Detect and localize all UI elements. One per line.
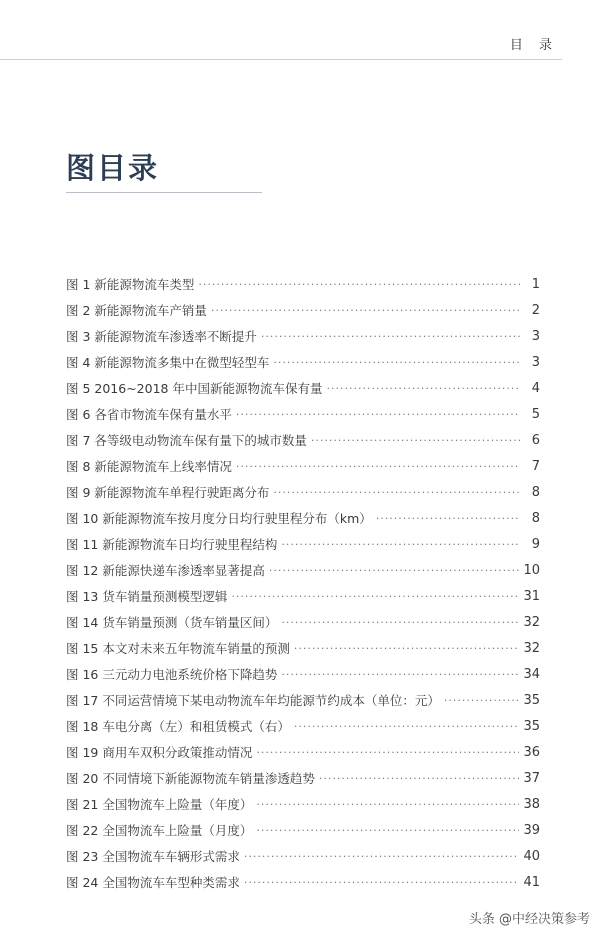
dot-leader bbox=[319, 772, 520, 785]
dot-leader bbox=[281, 538, 520, 551]
toc-entry[interactable] bbox=[66, 401, 540, 427]
toc-entry-label: 图 14 货车销量预测（货车销量区间） bbox=[66, 615, 278, 630]
toc-entry[interactable] bbox=[66, 271, 540, 297]
toc-entry[interactable] bbox=[66, 297, 540, 323]
toc-entry-page-number: 8 bbox=[531, 510, 540, 526]
toc-entry-label: 图 24 全国物流车车型种类需求 bbox=[66, 875, 240, 890]
toc-entry-label: 图 11 新能源物流车日均行驶里程结构 bbox=[66, 537, 278, 552]
dot-leader bbox=[256, 746, 519, 759]
figure-list bbox=[66, 271, 540, 895]
toc-entry[interactable] bbox=[66, 765, 540, 791]
dot-leader bbox=[261, 330, 520, 343]
toc-entry-page-number: 35 bbox=[523, 718, 540, 734]
dot-leader bbox=[444, 694, 520, 707]
toc-entry-page-number: 36 bbox=[523, 744, 540, 760]
toc-entry-page-number: 32 bbox=[523, 640, 540, 656]
toc-entry[interactable] bbox=[66, 791, 540, 817]
toc-entry-label: 图 8 新能源物流车上线率情况 bbox=[66, 459, 232, 474]
toc-entry-label: 图 12 新能源快递车渗透率显著提高 bbox=[66, 563, 265, 578]
toc-entry-label: 图 9 新能源物流车单程行驶距离分布 bbox=[66, 485, 270, 500]
toc-entry-page-number: 35 bbox=[523, 692, 540, 708]
toc-entry-page-number: 10 bbox=[523, 562, 540, 578]
dot-leader bbox=[236, 460, 520, 473]
dot-leader bbox=[281, 616, 519, 629]
toc-entry[interactable] bbox=[66, 557, 540, 583]
toc-entry[interactable] bbox=[66, 323, 540, 349]
toc-entry-page-number: 41 bbox=[523, 874, 540, 890]
header-divider bbox=[0, 59, 562, 60]
toc-entry[interactable] bbox=[66, 427, 540, 453]
toc-entry-page-number: 7 bbox=[531, 458, 540, 474]
section-header-label: 目 录 bbox=[509, 38, 558, 53]
dot-leader bbox=[376, 512, 520, 525]
toc-entry-label: 图 19 商用车双积分政策推动情况 bbox=[66, 745, 253, 760]
toc-entry-label: 图 1 新能源物流车类型 bbox=[66, 277, 195, 292]
toc-entry-page-number: 5 bbox=[531, 406, 540, 422]
toc-entry-label: 图 16 三元动力电池系统价格下降趋势 bbox=[66, 667, 278, 682]
toc-entry-label: 图 13 货车销量预测模型逻辑 bbox=[66, 589, 228, 604]
page-title: 图目录 bbox=[66, 151, 160, 185]
toc-entry-label: 图 3 新能源物流车渗透率不断提升 bbox=[66, 329, 257, 344]
toc-entry[interactable] bbox=[66, 453, 540, 479]
toc-entry-page-number: 38 bbox=[523, 796, 540, 812]
dot-leader bbox=[294, 720, 520, 733]
toc-entry-label: 图 15 本文对未来五年物流车销量的预测 bbox=[66, 641, 290, 656]
toc-entry-page-number: 37 bbox=[523, 770, 540, 786]
toc-entry-page-number: 3 bbox=[531, 354, 540, 370]
toc-entry[interactable] bbox=[66, 505, 540, 531]
title-underline bbox=[66, 192, 262, 193]
dot-leader bbox=[231, 590, 519, 603]
dot-leader bbox=[256, 798, 519, 811]
toc-entry[interactable] bbox=[66, 843, 540, 869]
dot-leader bbox=[244, 850, 520, 863]
toc-entry-page-number: 1 bbox=[531, 276, 540, 292]
toc-entry-label: 图 23 全国物流车车辆形式需求 bbox=[66, 849, 240, 864]
toc-entry-label: 图 5 2016~2018 年中国新能源物流车保有量 bbox=[66, 381, 323, 396]
dot-leader bbox=[198, 278, 520, 291]
toc-entry[interactable] bbox=[66, 531, 540, 557]
toc-entry[interactable] bbox=[66, 635, 540, 661]
toc-entry[interactable] bbox=[66, 375, 540, 401]
toc-entry[interactable] bbox=[66, 583, 540, 609]
dot-leader bbox=[281, 668, 519, 681]
dot-leader bbox=[273, 356, 520, 369]
toc-entry-label: 图 20 不同情境下新能源物流车销量渗透趋势 bbox=[66, 771, 315, 786]
dot-leader bbox=[311, 434, 520, 447]
toc-entry-page-number: 40 bbox=[523, 848, 540, 864]
toc-entry-label: 图 6 各省市物流车保有量水平 bbox=[66, 407, 232, 422]
dot-leader bbox=[273, 486, 520, 499]
dot-leader bbox=[256, 824, 519, 837]
toc-entry-label: 图 18 车电分离（左）和租赁模式（右） bbox=[66, 719, 290, 734]
toc-entry[interactable] bbox=[66, 349, 540, 375]
toc-entry-page-number: 8 bbox=[531, 484, 540, 500]
toc-entry[interactable] bbox=[66, 661, 540, 687]
toc-entry-label: 图 7 各等级电动物流车保有量下的城市数量 bbox=[66, 433, 307, 448]
toc-entry-page-number: 6 bbox=[531, 432, 540, 448]
toc-entry[interactable] bbox=[66, 817, 540, 843]
toc-entry-label: 图 10 新能源物流车按月度分日均行驶里程分布（km） bbox=[66, 511, 372, 526]
toc-entry[interactable] bbox=[66, 739, 540, 765]
toc-entry-label: 图 4 新能源物流多集中在微型轻型车 bbox=[66, 355, 270, 370]
toc-entry-page-number: 9 bbox=[531, 536, 540, 552]
toc-entry[interactable] bbox=[66, 869, 540, 895]
toc-entry[interactable] bbox=[66, 687, 540, 713]
toc-entry-page-number: 2 bbox=[531, 302, 540, 318]
toc-entry-label: 图 17 不同运营情境下某电动物流车年均能源节约成本（单位：元） bbox=[66, 693, 440, 708]
toc-entry[interactable] bbox=[66, 713, 540, 739]
dot-leader bbox=[244, 876, 520, 889]
toc-entry-label: 图 2 新能源物流车产销量 bbox=[66, 303, 207, 318]
watermark: 头条 @中经决策参考 bbox=[468, 912, 590, 927]
toc-entry[interactable] bbox=[66, 609, 540, 635]
dot-leader bbox=[236, 408, 520, 421]
toc-entry-page-number: 32 bbox=[523, 614, 540, 630]
dot-leader bbox=[269, 564, 520, 577]
toc-entry-page-number: 39 bbox=[523, 822, 540, 838]
toc-entry-page-number: 4 bbox=[531, 380, 540, 396]
dot-leader bbox=[211, 304, 520, 317]
dot-leader bbox=[294, 642, 520, 655]
toc-entry-page-number: 3 bbox=[531, 328, 540, 344]
dot-leader bbox=[326, 382, 520, 395]
toc-entry-label: 图 22 全国物流车上险量（月度） bbox=[66, 823, 253, 838]
toc-entry-label: 图 21 全国物流车上险量（年度） bbox=[66, 797, 253, 812]
toc-entry-page-number: 31 bbox=[523, 588, 540, 604]
toc-entry-page-number: 34 bbox=[523, 666, 540, 682]
toc-entry[interactable] bbox=[66, 479, 540, 505]
